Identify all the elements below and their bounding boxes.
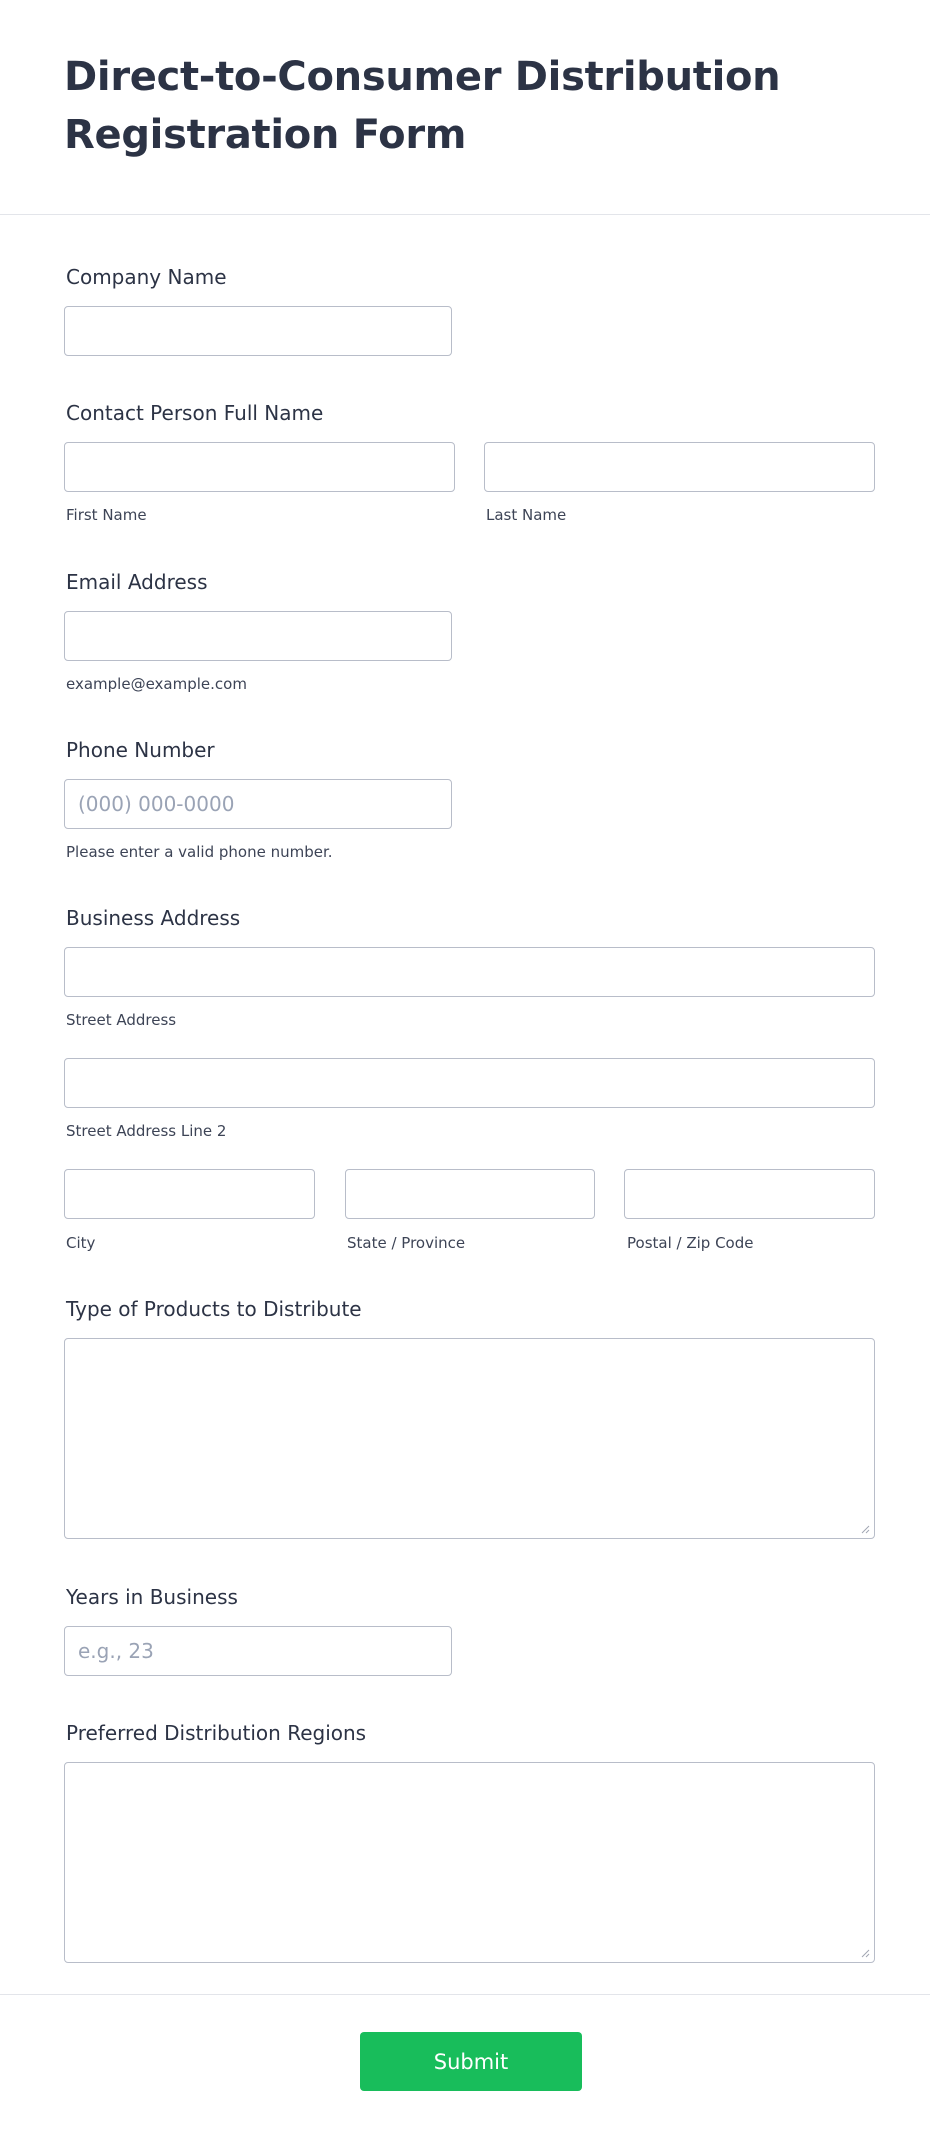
- street-address-line2-input[interactable]: [64, 1058, 875, 1108]
- zip-sublabel: Postal / Zip Code: [627, 1234, 754, 1252]
- street-address-input[interactable]: [64, 947, 875, 997]
- phone-label: Phone Number: [66, 738, 215, 762]
- last-name-input[interactable]: [484, 442, 875, 492]
- form-title: Direct-to-Consumer Distribution Registration Form: [64, 54, 781, 158]
- email-input[interactable]: [64, 611, 452, 661]
- street-address-line2-sublabel: Street Address Line 2: [66, 1122, 227, 1140]
- phone-sublabel: Please enter a valid phone number.: [66, 843, 333, 861]
- first-name-input[interactable]: [64, 442, 455, 492]
- company-name-label: Company Name: [66, 265, 227, 289]
- footer-divider: [0, 1994, 930, 1995]
- first-name-sublabel: First Name: [66, 506, 147, 524]
- regions-label: Preferred Distribution Regions: [66, 1721, 367, 1745]
- last-name-sublabel: Last Name: [486, 506, 567, 524]
- address-label: Business Address: [66, 906, 241, 930]
- resize-grip-icon[interactable]: [860, 1524, 870, 1534]
- submit-button[interactable]: Submit: [360, 2032, 582, 2091]
- email-label: Email Address: [66, 570, 208, 594]
- form-header: [0, 0, 930, 215]
- phone-input[interactable]: [64, 779, 452, 829]
- regions-textarea[interactable]: [64, 1762, 875, 1963]
- state-input[interactable]: [345, 1169, 595, 1219]
- products-textarea[interactable]: [64, 1338, 875, 1539]
- years-input[interactable]: [64, 1626, 452, 1676]
- contact-name-label: Contact Person Full Name: [66, 401, 324, 425]
- resize-grip-icon[interactable]: [860, 1948, 870, 1958]
- state-sublabel: State / Province: [347, 1234, 466, 1252]
- products-label: Type of Products to Distribute: [66, 1297, 362, 1321]
- email-sublabel: example@example.com: [66, 675, 247, 693]
- zip-input[interactable]: [624, 1169, 875, 1219]
- company-name-input[interactable]: [64, 306, 452, 356]
- years-label: Years in Business: [66, 1585, 238, 1609]
- city-sublabel: City: [66, 1234, 96, 1252]
- street-address-sublabel: Street Address: [66, 1011, 177, 1029]
- city-input[interactable]: [64, 1169, 315, 1219]
